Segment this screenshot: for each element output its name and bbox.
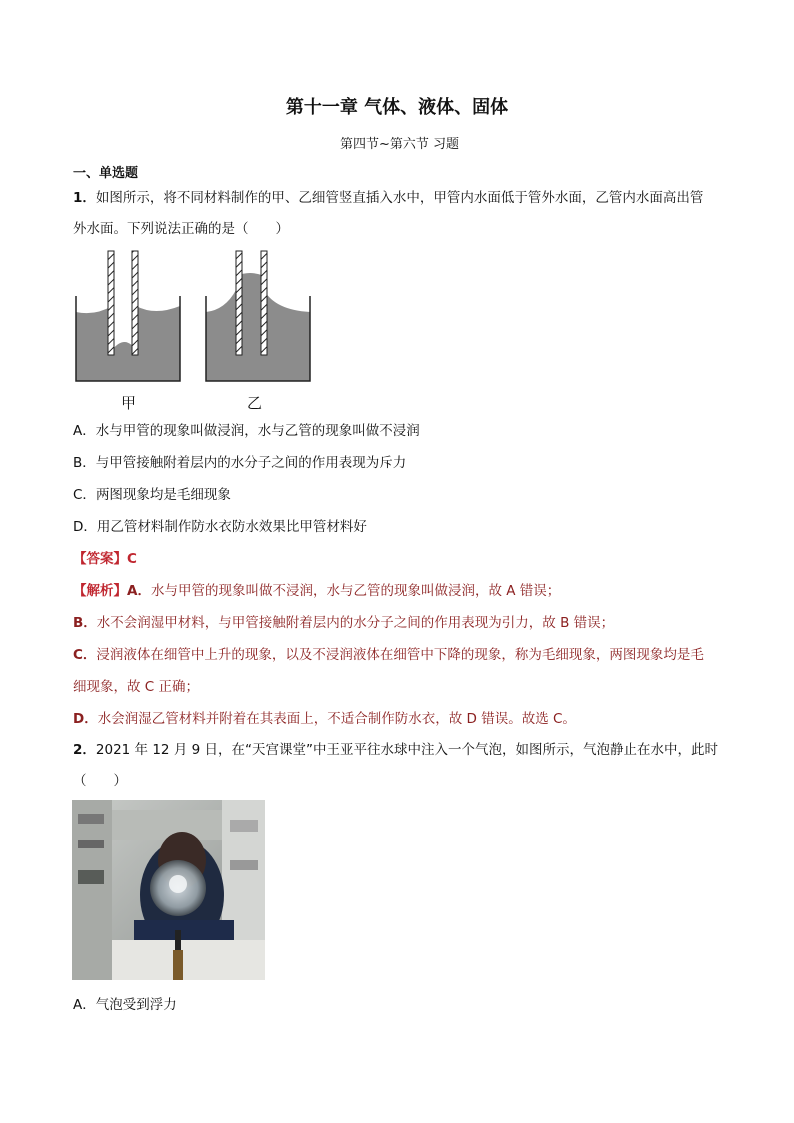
analysis-tag: 【解析】 <box>73 583 127 599</box>
page-title: 第十一章 气体、液体、固体 <box>285 97 509 118</box>
question-number: 1． <box>73 190 96 206</box>
option-b <box>73 453 406 473</box>
question-text: 如图所示，将不同材料制作的甲、乙细管竖直插入水中，甲管内水面低于管外水面，乙管内水面高出管 <box>95 190 704 206</box>
option-text: 水与甲管的现象叫做浸润，水与乙管的现象叫做不浸润 <box>95 423 420 439</box>
analysis-text: 水不会润湿甲材料，与甲管接触附着层内的水分子之间的作用表现为引力，故 B 错误； <box>96 615 615 631</box>
answer-line <box>73 549 137 569</box>
option-letter: A． <box>73 997 96 1013</box>
page-subtitle: 第四节~第六节 习题 <box>340 137 460 152</box>
option-letter: B． <box>73 455 96 471</box>
analysis-line-d <box>73 709 576 729</box>
analysis-text: 水与甲管的现象叫做不浸润，水与乙管的现象叫做浸润，故 A 错误； <box>150 583 561 599</box>
option-a <box>73 421 420 441</box>
analysis-letter: A． <box>127 583 151 599</box>
question-2-stem-line2: （ ） <box>73 773 127 789</box>
section-title: 一、单选题 <box>73 166 139 181</box>
space-station-photo <box>72 800 265 980</box>
capillary-tubes-figure <box>70 246 330 416</box>
option-text: 气泡受到浮力 <box>95 997 177 1013</box>
question-text: 2021 年 12 月 9 日，在“天宫课堂”中王亚平往水球中注入一个气泡，如图所示，气泡静止在水中，此时 <box>95 742 718 758</box>
analysis-text: 水会润湿乙管材料并附着在其表面上，不适合制作防水衣，故 D 错误。故选 C。 <box>97 711 576 727</box>
question-number: 2． <box>73 742 96 758</box>
beaker-jia <box>76 251 180 381</box>
option-text: 两图现象均是毛细现象 <box>95 487 231 503</box>
option-d <box>73 517 367 537</box>
question-2-stem <box>73 740 718 760</box>
analysis-line-a <box>73 581 560 601</box>
option-c <box>73 485 231 505</box>
analysis-line-b <box>73 613 614 633</box>
answer-tag: 【答案】 <box>73 551 127 567</box>
q2-option-a <box>73 995 177 1015</box>
beaker-yi <box>206 251 310 381</box>
figure-label-jia: 甲 <box>121 394 137 412</box>
analysis-text: 浸润液体在细管中上升的现象，以及不浸润液体在细管中下降的现象，称为毛细现象，两图现象均是毛 <box>96 647 704 663</box>
option-letter: A． <box>73 423 96 439</box>
analysis-line-c-cont: 细现象，故 C 正确； <box>73 679 200 695</box>
option-text: 用乙管材料制作防水衣防水效果比甲管材料好 <box>96 519 367 535</box>
figure-label-yi: 乙 <box>247 394 263 412</box>
option-text: 与甲管接触附着层内的水分子之间的作用表现为斥力 <box>95 455 407 471</box>
analysis-line-c <box>73 645 704 665</box>
question-1-stem-line2: 外水面。下列说法正确的是（ ） <box>73 221 289 237</box>
option-letter: D． <box>73 519 97 535</box>
option-letter: C． <box>73 487 96 503</box>
analysis-letter: D． <box>73 711 98 727</box>
analysis-letter: C． <box>73 647 97 663</box>
analysis-letter: B． <box>73 615 97 631</box>
question-1-stem <box>73 188 703 208</box>
answer-value: C <box>127 551 137 567</box>
